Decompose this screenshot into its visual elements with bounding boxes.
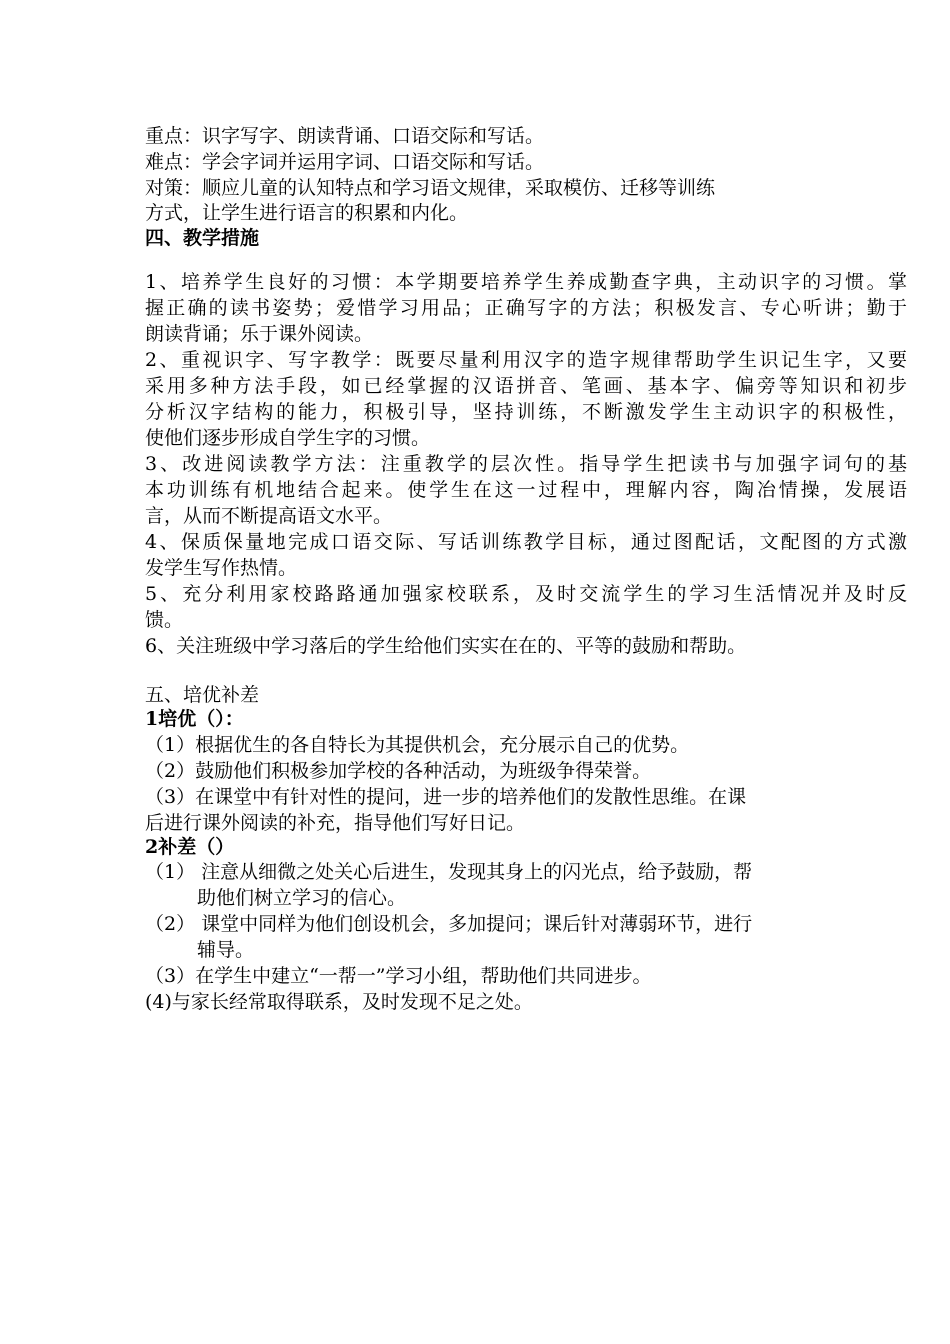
measure-3-line-2: 本功训练有机地结合起来。使学生在这一过程中，理解内容，陶冶情操，发展语 [145, 479, 907, 501]
strategy-line-2: 方式，让学生进行语言的积累和内化。 [145, 202, 469, 224]
peiyou-item-3-line-2: 后进行课外阅读的补充，指导他们写好日记。 [145, 812, 526, 834]
bucha-item-3: （3）在学生中建立“一帮一”学习小组，帮助他们共同进步。 [145, 965, 652, 987]
measure-2-line-1: 2、重视识字、写字教学：既要尽量利用汉字的造字规律帮助学生识记生字，又要 [145, 349, 907, 371]
bucha-item-2-line-2: 辅导。 [197, 939, 255, 961]
measure-6-line-1: 6、关注班级中学习落后的学生给他们实实在在的、平等的鼓励和帮助。 [145, 635, 747, 657]
measure-2-line-4: 使他们逐步形成自学生字的习惯。 [145, 427, 431, 449]
measure-1-line-3: 朗读背诵；乐于课外阅读。 [145, 323, 374, 345]
measure-5-line-2: 馈。 [145, 609, 184, 631]
bucha-title: 2补差（） [145, 836, 235, 858]
measure-5-line-1: 5、充分利用家校路路通加强家校联系，及时交流学生的学习生活情况并及时反 [145, 583, 907, 605]
measure-2-line-2: 采用多种方法手段，如已经掌握的汉语拼音、笔画、基本字、偏旁等知识和初步 [145, 375, 907, 397]
bucha-item-1-line-2: 助他们树立学习的信心。 [197, 887, 407, 909]
bucha-item-1-line-1: （1） 注意从细微之处关心后进生，发现其身上的闪光点，给予鼓励，帮 [145, 861, 753, 883]
bucha-item-2-line-1: （2） 课堂中同样为他们创设机会，多加提问；课后针对薄弱环节，进行 [145, 913, 753, 935]
peiyou-item-3-line-1: （3）在课堂中有针对性的提问，进一步的培养他们的发散性思维。在课 [145, 786, 747, 808]
measure-4-line-2: 发学生写作热情。 [145, 557, 298, 579]
section4-heading: 四、教学措施 [145, 227, 260, 249]
strategy-line-1: 对策：顺应儿童的认知特点和学习语文规律，采取模仿、迁移等训练 [145, 177, 716, 199]
peiyou-item-2: （2）鼓励他们积极参加学校的各种活动，为班级争得荣誉。 [145, 760, 652, 782]
peiyou-title: 1培优（）： [145, 708, 244, 730]
difficulties-line: 难点：学会字词并运用字词、口语交际和写话。 [145, 151, 545, 173]
measure-1-line-1: 1、培养学生良好的习惯：本学期要培养学生养成勤查字典，主动识字的习惯。掌 [145, 271, 907, 293]
section5-heading: 五、培优补差 [145, 684, 260, 706]
measure-1-line-2: 握正确的读书姿势；爱惜学习用品；正确写字的方法；积极发言、专心听讲；勤于 [145, 297, 907, 319]
key-points-line: 重点：识字写字、朗读背诵、口语交际和写话。 [145, 125, 545, 147]
peiyou-item-1: （1）根据优生的各自特长为其提供机会，充分展示自己的优势。 [145, 734, 690, 756]
measure-3-line-3: 言，从而不断提高语文水平。 [145, 505, 393, 527]
bucha-item-4: (4)与家长经常取得联系，及时发现不足之处。 [145, 991, 533, 1013]
measure-2-line-3: 分析汉字结构的能力，积极引导，坚持训练，不断激发学生主动识字的积极性， [145, 401, 907, 423]
measure-4-line-1: 4、保质保量地完成口语交际、写话训练教学目标，通过图配话，文配图的方式激 [145, 531, 907, 553]
measure-3-line-1: 3、改进阅读教学方法：注重教学的层次性。指导学生把读书与加强字词句的基 [145, 453, 907, 475]
